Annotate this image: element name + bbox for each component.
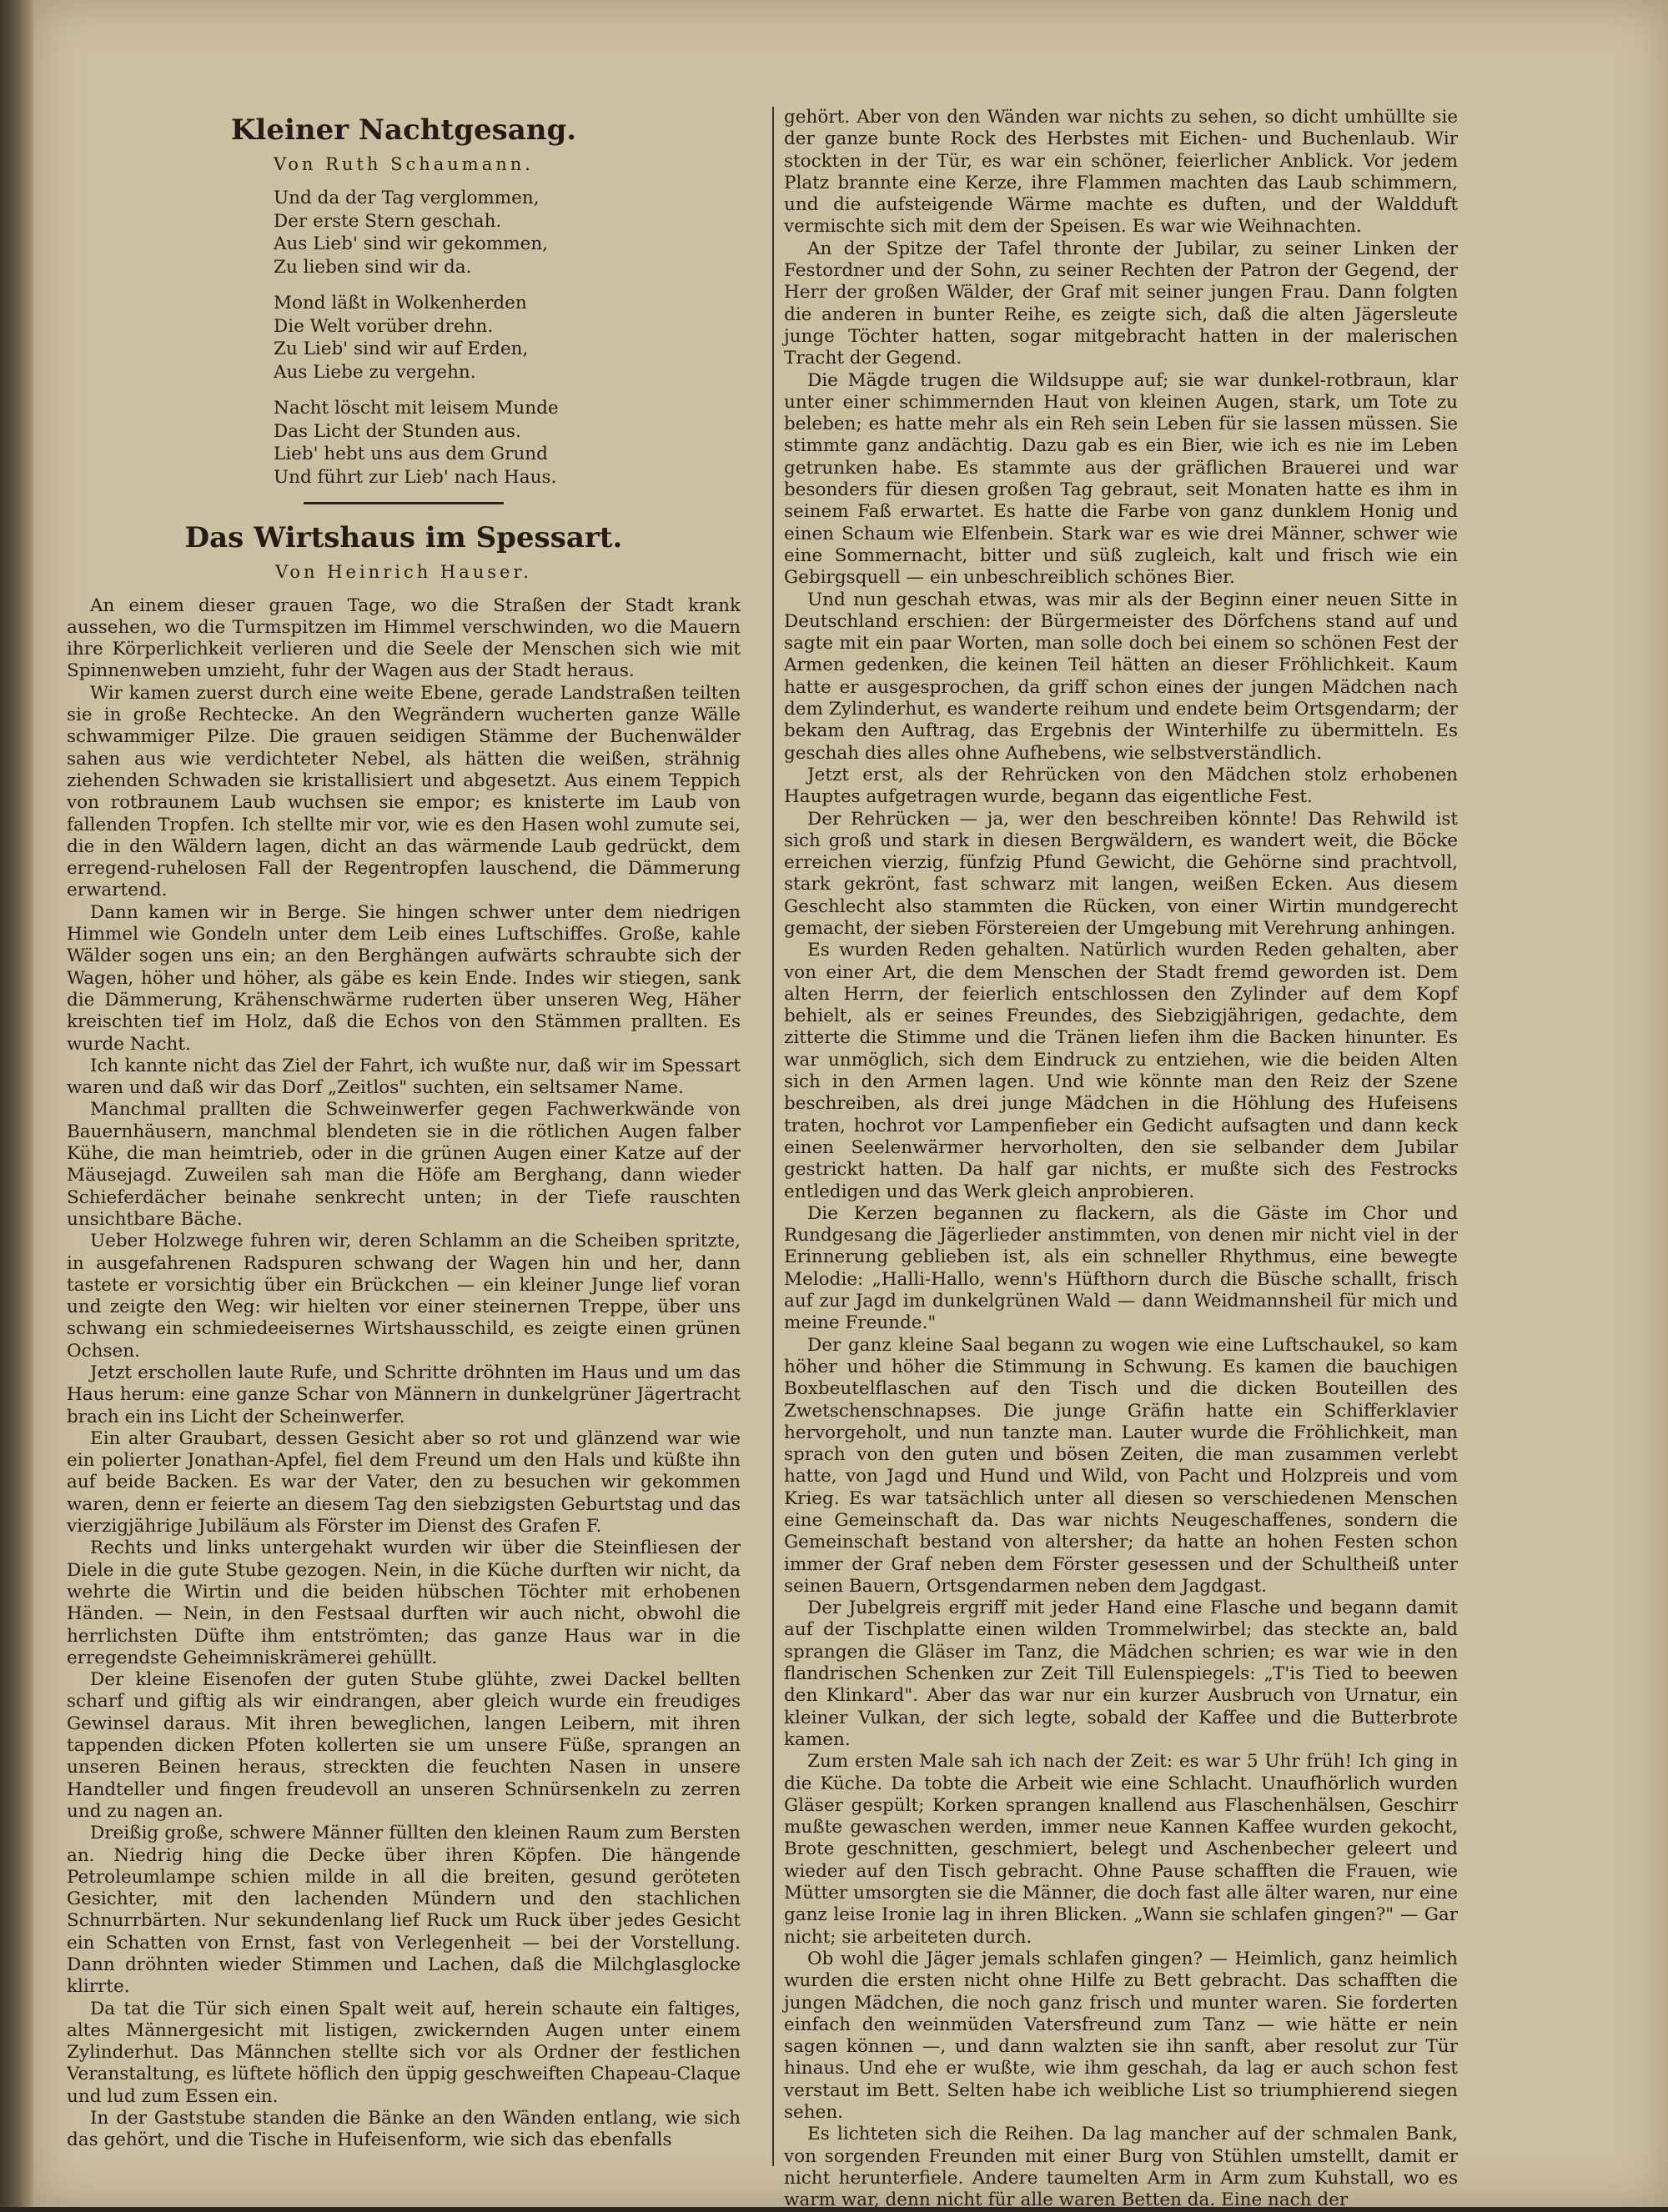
poem-stanza — [274, 397, 741, 489]
poem-body — [274, 187, 741, 489]
paragraph: Der ganz kleine Saal begann zu wogen wie eine Luftschaukel, so kam höher und höher die Stimmung in Schwung. Es kamen die bauchigen Boxbeutelflaschen auf den Tisch und die dicken Bouteillen des Zwetschenschnapses. Die junge Gräfin hatte ein Schifferklavier hervorgeholt, und nun tanzte man. Lauter wurde die Fröhlichkeit, man sprach von den guten und bösen Zeiten, die man zusammen verlebt hatte, von Jagd und Hund und Wild, von Pacht und Holzpreis und vom Krieg. Es war tatsächlich unter all diesen so verschiedenen Menschen eine Gemeinschaft da. Das war nichts Neugeschaffenes, sondern die Gemeinschaft bestand von altersher; da hatte an hohen Festen schon immer der Graf neben dem Förster gesessen und der Schultheiß unter seinen Bauern, Ortsgendarmen neben dem Jagdgast. — [784, 1334, 1458, 1597]
paragraph: Manchmal prallten die Schweinwerfer gegen Fachwerkwände von Bauernhäusern, manchmal blendeten sie in die rötlichen Augen falber Kühe, die man heimtrieb, oder in die grünen Augen einer Katze auf der Mäusejagd. Zuweilen sah man die Höfe am Berghang, dann wieder Schieferdächer beinahe senkrecht unten; in der Tiefe rauschten unsichtbare Bäche. — [67, 1099, 741, 1230]
poem-line: Lieb' hebt uns aus dem Grund — [274, 444, 548, 465]
paragraph: Dann kamen wir in Berge. Sie hingen schwer unter dem niedrigen Himmel wie Gondeln unter dem Leib eines Luftschiffes. Große, kahle Wälder sogen uns ein; an den Berghängen aufwärts schraubte sich der Wagen, höher und höher, als gäbe es kein Ende. Indes wir stiegen, sank die Dämmerung, Krähenschwärme ruderten über unseren Weg, Häher kreischten tief im Holz, daß die Echos von den Stämmen prallten. Es wurde Nacht. — [67, 901, 741, 1055]
paragraph: Ueber Holzwege fuhren wir, deren Schlamm an die Scheiben spritzte, in ausgefahrenen Radspuren schwang der Wagen hin und her, dann tastete er vorsichtig über ein Brückchen — ein kleiner Junge lief voran und zeigte den Weg: wir hielten vor einer steinernen Treppe, über uns schwang ein schmiedeeisernes Wirtshausschild, es zeigte einen grünen Ochsen. — [67, 1231, 741, 1362]
poem-title: Kleiner Nachtgesang. — [230, 113, 577, 147]
paragraph: An einem dieser grauen Tage, wo die Straßen der Stadt krank aussehen, wo die Turmspitzen im Himmel verschwinden, wo die Mauern ihre Körperlichkeit verlieren und die Seele der Menschen sich wie mit Spinnenweben umzieht, fuhr der Wagen aus der Stadt heraus. — [67, 594, 741, 682]
paragraph: Ein alter Graubart, dessen Gesicht aber so rot und glänzend war wie ein polierter Jonathan-Apfel, fiel dem Freund um den Hals und küßte ihn auf beide Backen. Es war der Vater, den zu besuchen wir gekommen waren, denn er feierte an diesem Tag den siebzigsten Geburtstag und das vierzigjährige Jubiläum als Förster im Dienst des Grafen F. — [67, 1427, 741, 1537]
paragraph: Der kleine Eisenofen der guten Stube glühte, zwei Dackel bellten scharf und giftig als wir eindrangen, aber gleich wurde ein freudiges Gewinsel daraus. Mit ihren beweglichen, langen Leibern, mit ihren tappenden dicken Pfoten kollerten sie um unsere Füße, sprangen an unseren Beinen heraus, streckten die feuchten Nasen in unsere Handteller und fingen freudevoll an unseren Schnürsenkeln zu zerren und zu nagen an. — [67, 1669, 741, 1822]
section-divider — [304, 502, 504, 504]
poem-line: Aus Liebe zu vergehn. — [274, 361, 476, 383]
story-left-text — [67, 595, 741, 2152]
paragraph: Wir kamen zuerst durch eine weite Ebene, gerade Landstraßen teilten sie in große Rechtecke. An den Wegrändern wucherten ganze Wälle schwammiger Pilze. Die grauen seidigen Stämme der Buchenwälder sahen aus wie verdichteter Nebel, als hätten die weißen, strähnig ziehenden Schwaden sie kristallisiert und abgesetzt. Aus einem Teppich von rotbraunem Laub wuchsen sie empor; es knisterte im Laub von fallenden Tropfen. Ich stellte mir vor, wie es den Hasen wohl zumute sei, die in den Wäldern lagen, dicht an das wärmende Laub gedrückt, dem erregend-ruhelosen Fall der Regentropfen lauschend, die Dämmerung erwartend. — [67, 682, 741, 901]
poem-line: Das Licht der Stunden aus. — [274, 420, 521, 442]
paragraph: Es lichteten sich die Reihen. Da lag mancher auf der schmalen Bank, von sorgenden Freunden mit einer Burg von Stühlen umstellt, damit er nicht herunterfiele. Andere taumelten Arm in Arm zum Kuhstall, wo es warm war, denn nicht für alle waren Betten da. Eine nach der — [784, 2124, 1458, 2211]
paragraph: Und nun geschah etwas, was mir als der Beginn einer neuen Sitte in Deutschland erschien: der Bürgermeister des Dörfchens stand auf und sagte mit ein paar Worten, man solle doch bei einem so schönen Fest der Armen gedenken, die keinen Teil hätten an dieser Fröhlichkeit. Kaum hatte er ausgesprochen, da griff schon eines der jungen Mädchen nach dem Zylinderhut, es wanderte reihum und endete beim Ortsgendarm; der bekam den Auftrag, das Ergebnis der Winterhilfe zu übermitteln. Es geschah dies alles ohne Aufhebens, wie selbstverständlich. — [784, 589, 1458, 764]
paragraph: gehört. Aber von den Wänden war nichts zu sehen, so dicht umhüllte sie der ganze bunte Rock des Herbstes mit Eichen- und Buchenlaub. Wir stockten in der Tür, es war ein schöner, feierlicher Anblick. Vor jedem Platz brannte eine Kerze, ihre Flammen machten das Laub schimmern, und die aufsteigende Wärme machte es duften, und der Waldduft vermischte sich mit dem der Speisen. Es war wie Weihnachten. — [784, 107, 1458, 238]
paragraph: Rechts und links untergehakt wurden wir über die Steinfliesen der Diele in die gute Stube gezogen. Nein, in die Küche durften wir nicht, da wehrte die Wirtin und die beiden hübschen Töchter mit erhobenen Händen. — Nein, in den Festsaal durften wir auch nicht, obwohl die herrlichsten Düfte ihm entströmten; das ganze Haus war in die erregendste Geheimniskrämerei gehüllt. — [67, 1537, 741, 1668]
poem-stanza — [274, 292, 741, 384]
paragraph: Dreißig große, schwere Männer füllten den kleinen Raum zum Bersten an. Niedrig hing die Decke über ihren Köpfen. Die hängende Petroleumlampe schien milde in all die breiten, gesund geröteten Gesichter, mit den lachenden Mündern und den stachlichen Schnurrbärten. Nur sekundenlang lief Ruck um Ruck über jedes Gesicht ein Schatten von Ernst, fast von Verlegenheit — bei der Vorstellung. Dann dröhnten wieder Stimmen und Lachen, daß die Milchglasglocke klirrte. — [67, 1823, 741, 1998]
poem-line: Nacht löscht mit leisem Munde — [274, 398, 559, 419]
poem-line: Der erste Stern geschah. — [274, 210, 502, 232]
poem-line: Mond läßt in Wolkenherden — [274, 293, 527, 314]
column-divider — [772, 107, 774, 2166]
poem-line: Zu Lieb' sind wir auf Erden, — [274, 339, 529, 360]
paragraph: Ob wohl die Jäger jemals schlafen gingen? — Heimlich, ganz heimlich wurden die ersten nicht ohne Hilfe zu Bett gebracht. Das schafften die jungen Mädchen, die noch ganz frisch und munter waren. Sie forderten einfach den weinmüden Vatersfreund zum Tanz — wie hätte er nein sagen können —, und dann walzten sie ihn sanft, aber resolut zur Tür hinaus. Und ehe er wußte, wie ihm geschah, da lag er auch schon fest verstaut im Bett. Selten habe ich weibliche List so triumphierend siegen sehen. — [784, 1948, 1458, 2124]
story-title: Das Wirtshaus im Spessart. — [184, 521, 623, 555]
paragraph: Ich kannte nicht das Ziel der Fahrt, ich wußte nur, daß wir im Spessart waren und daß wir das Dorf „Zeitlos" suchten, ein seltsamer Name. — [67, 1055, 741, 1099]
paragraph: Da tat die Tür sich einen Spalt weit auf, herein schaute ein faltiges, altes Männergesicht mit listigen, zwickernden Augen unter einem Zylinderhut. Das Männchen stellte sich vor als Ordner der festlichen Veranstaltung, es lüftete höflich den üppig geschweiften Chapeau-Claque und lud zum Essen ein. — [67, 1998, 741, 2107]
right-column — [784, 107, 1458, 2212]
paragraph: Es wurden Reden gehalten. Natürlich wurden Reden gehalten, aber von einer Art, die dem Menschen der Stadt fremd geworden ist. Dem alten Herrn, der feierlich entschlossen den Zylinder auf dem Kopf behielt, als er seines Freundes, des Siebzigjährigen, gedachte, dem zitterte die Stimme und die Tränen liefen ihm die Backen hinunter. Es war unmöglich, sich dem Eindruck zu entziehen, wie die beiden Alten sich in den Armen lagen. Und wie könnte man den Reiz der Szene beschreiben, als drei junge Mädchen in die Höhlung des Hufeisens traten, hochrot vor Lampenfieber ein Gedicht aufsagten und dann keck einen Seelenwärmer hervorholten, den sie selbander dem Jubilar gestrickt hatten. Da half gar nichts, er mußte sich des Festrocks entledigen und das Werk gleich anprobieren. — [784, 940, 1458, 1202]
story-author: Von Heinrich Hauser. — [275, 562, 532, 583]
poem-line: Und führt zur Lieb' nach Haus. — [274, 466, 557, 488]
paragraph: Jetzt erst, als der Rehrücken von den Mädchen stolz erhobenen Hauptes aufgetragen wurde, begann das eigentliche Fest. — [784, 764, 1458, 808]
paragraph: In der Gaststube standen die Bänke an den Wänden entlang, wie sich das gehört, und die Tische in Hufeisenform, wie sich das ebenfalls — [67, 2108, 741, 2151]
poem-line: Zu lieben sind wir da. — [274, 256, 472, 278]
book-spine — [0, 0, 33, 2207]
paragraph: Der Rehrücken — ja, wer den beschreiben könnte! Das Rehwild ist sich groß und stark in diesen Bergwäldern, es wandert weit, die Böcke erreichen vierzig, fünfzig Pfund Gewicht, die Gehörne sind prachtvoll, stark gekrönt, fast schwarz mit langen, weißen Ecken. Aus diesem Geschlecht also stammten die Rücken, von einer Wirtin mundgerecht gemacht, der sieben Förstereien der Umgebung mit Verehrung anhingen. — [784, 808, 1458, 939]
paragraph: Der Jubelgreis ergriff mit jeder Hand eine Flasche und begann damit auf der Tischplatte einen wilden Trommelwirbel; das steckte an, bald sprangen die Gläser im Tanz, die Mädchen schrien; es war wie in den flandrischen Schenken zur Zeit Till Eulenspiegels: „T'is Tied to beewen den Klinkard". Aber das war nur ein kurzer Ausbruch von Urnatur, ein kleiner Vulkan, der sich legte, sobald der Kaffee und die Butterbrote kamen. — [784, 1598, 1458, 1750]
paragraph: An der Spitze der Tafel thronte der Jubilar, zu seiner Linken der Festordner und der Sohn, zu seiner Rechten der Patron der Gegend, der Herr der großen Wälder, der Graf mit seiner jungen Frau. Dann folgten die anderen in bunter Reihe, es zeigte sich, daß die alten Jägersleute junge Töchter hatten, sogar mitgebracht hatten in der malerischen Tracht der Gegend. — [784, 238, 1458, 369]
paragraph: Die Mägde trugen die Wildsuppe auf; sie war dunkel-rotbraun, klar unter einer schimmernden Haut von kleinen Augen, stark, um Tote zu beleben; es hatte mehr als ein Reh sein Leben für sie lassen müssen. Sie stimmte ganz andächtig. Dazu gab es ein Bier, wie ich es nie im Leben getrunken habe. Es stammte aus der gräflichen Brauerei und war besonders für diesen großen Tag gebraut, seit Monaten hatte es ihm in seinem Faß erwartet. Es hatte die Farbe von ganz dunklem Honig und einen Schaum wie Elfenbein. Stark war es wie drei Männer, schwer wie eine Sommernacht, bitter und süß zugleich, kalt und frisch wie ein Gebirgsquell — ein unbeschreiblich schönes Bier. — [784, 369, 1458, 589]
paragraph: Zum ersten Male sah ich nach der Zeit: es war 5 Uhr früh! Ich ging in die Küche. Da tobte die Arbeit wie eine Schlacht. Unaufhörlich wurden Gläser gespült; Korken sprangen knallend aus Flaschenhälsen, Geschirr mußte gewaschen werden, immer neue Kannen Kaffee wurden gekocht, Brote geschnitten, geschmiert, belegt und Aschenbecher geleert und wieder auf den Tisch gebracht. Ohne Pause schafften die Frauen, wie Mütter umsorgten sie die Männer, die doch fast alle älter waren, nur eine ganz leise Ironie lag in ihren Blicken. „Wann sie schlafen gingen?" — Gar nicht; sie arbeiteten durch. — [784, 1751, 1458, 1948]
left-column — [67, 107, 741, 2152]
poem-author: Von Ruth Schaumann. — [274, 154, 534, 174]
poem-line: Die Welt vorüber drehn. — [274, 315, 494, 337]
poem-stanza — [274, 187, 741, 278]
poem-line: Aus Lieb' sind wir gekommen, — [274, 233, 549, 255]
paragraph: Jetzt erschollen laute Rufe, und Schritte dröhnten im Haus und um das Haus herum: eine ganze Schar von Männern in dunkelgrüner Jägertracht brach ein ins Licht der Scheinwerfer. — [67, 1362, 741, 1427]
paragraph: Die Kerzen begannen zu flackern, als die Gäste im Chor und Rundgesang die Jägerlieder anstimmten, von denen mir nicht viel in der Erinnerung geblieben ist, als ein schneller Rhythmus, eine bewegte Melodie: „Halli-Hallo, wenn's Hüfthorn durch die Büsche schallt, frisch auf zur Jagd im dunkelgrünen Wald — dann Weidmannsheil für mich und meine Freunde." — [784, 1202, 1458, 1334]
poem-line: Und da der Tag verglommen, — [274, 188, 540, 209]
